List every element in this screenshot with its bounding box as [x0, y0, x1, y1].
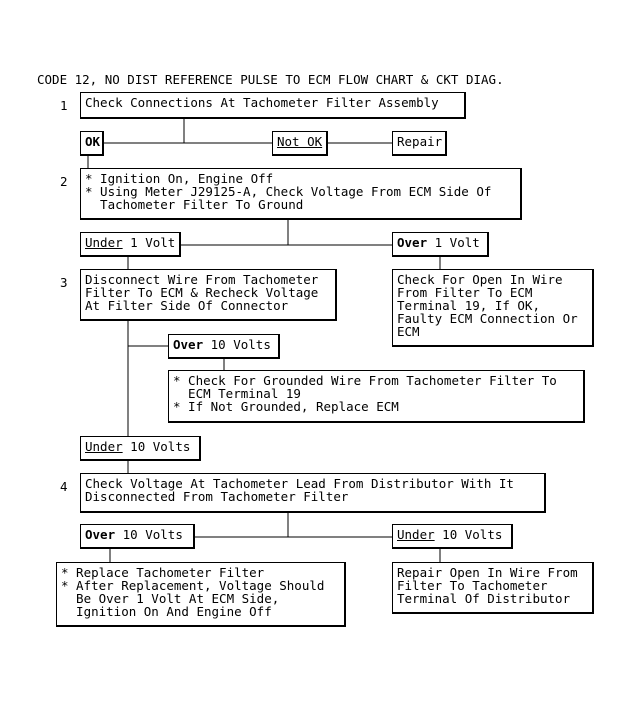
grounded-wire-result-box: * Check For Grounded Wire From Tachometer Filter To ECM Terminal 19 * If Not Grounded, Replace ECM	[168, 370, 585, 423]
over-word: Over	[397, 235, 428, 250]
under-word: Under	[397, 527, 435, 542]
repair-open-wire-result-box: Repair Open In Wire From Filter To Tachometer Terminal Of Distributor	[392, 562, 594, 614]
step-4-over-10-volts-label	[80, 524, 195, 549]
over-value: 10 Volts	[115, 527, 183, 542]
under-value: 10 Volts	[434, 527, 503, 542]
step-2-number: 2	[60, 174, 68, 189]
over-word: Over	[85, 527, 116, 542]
under-value: 10 Volts	[122, 439, 191, 454]
step-3-under-10-volts-label	[80, 436, 201, 461]
step-1-number: 1	[60, 98, 68, 113]
open-wire-result-box: Check For Open In Wire From Filter To ECM Terminal 19, If OK, Faulty ECM Connection Or ECM	[392, 269, 594, 347]
over-value: 1 Volt	[427, 235, 480, 250]
step-3-box: Disconnect Wire From Tachometer Filter To ECM & Recheck Voltage At Filter Side Of Connector	[80, 269, 337, 321]
step-4-number: 4	[60, 479, 68, 494]
over-1-volt-label	[392, 232, 489, 257]
step-2-box: * Ignition On, Engine Off * Using Meter J29125-A, Check Voltage From ECM Side Of Tachometer Filter To Ground	[80, 168, 522, 220]
repair-label: Repair	[392, 131, 447, 156]
step-4-under-10-volts-label	[392, 524, 513, 549]
chart-title: CODE 12, NO DIST REFERENCE PULSE TO ECM FLOW CHART & CKT DIAG.	[37, 72, 504, 87]
under-word: Under	[85, 235, 123, 250]
ok-label: OK	[80, 131, 104, 156]
under-value: 1 Volt	[122, 235, 176, 250]
under-1-volt-label	[80, 232, 181, 257]
over-word: Over	[173, 337, 204, 352]
not-ok-label: Not OK	[272, 131, 328, 156]
over-value: 10 Volts	[203, 337, 271, 352]
step-3-over-10-volts-label	[168, 334, 280, 359]
step-3-number: 3	[60, 275, 68, 290]
replace-filter-result-box: * Replace Tachometer Filter * After Replacement, Voltage Should Be Over 1 Volt At ECM Side, Ignition On And Engine Off	[56, 562, 346, 627]
under-word: Under	[85, 439, 123, 454]
step-1-box: Check Connections At Tachometer Filter Assembly	[80, 92, 466, 119]
step-4-box: Check Voltage At Tachometer Lead From Distributor With It Disconnected From Tachometer Filter	[80, 473, 546, 513]
